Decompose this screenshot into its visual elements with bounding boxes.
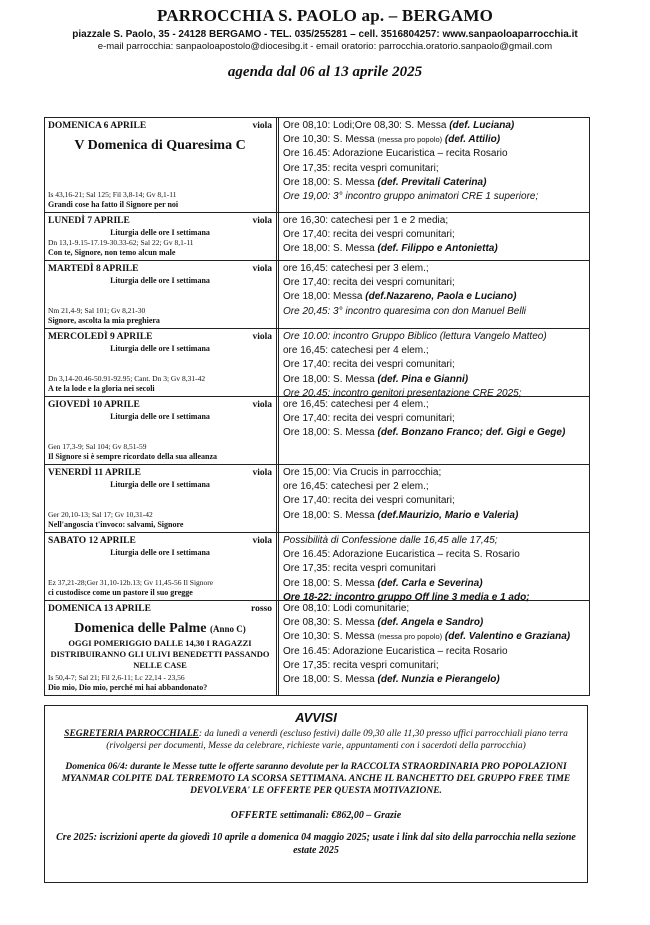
mass-intention: (def. Filippo e Antonietta) [377,243,498,255]
day-events-cell [279,213,589,260]
psalm-response: Dio mio, Dio mio, perché mi hai abbandonato? [48,683,208,692]
day-row [45,329,589,397]
day-name: GIOVEDÌ 10 APRILE [48,400,140,410]
event-line [283,562,589,576]
feast-name: V Domenica di Quaresima C [74,138,246,153]
event-line [283,480,589,494]
offerte-notice: OFFERTE settimanali: €862,00 – Grazie [230,810,402,821]
psalm-response: Signore, ascolta la mia preghiera [48,316,160,325]
day-name: DOMENICA 13 APRILE [48,604,151,614]
day-heading [48,535,272,547]
mass-intention: (def. Valentino e Graziana) [442,631,571,643]
event-note: (messa pro popolo) [377,632,443,642]
liturgy-week: Liturgia delle ore I settimana [110,412,210,421]
event-line [283,330,589,344]
event-line [283,119,589,133]
psalm-response: Grandi cose ha fatto il Signore per noi [48,200,179,209]
day-row [45,118,589,213]
scripture-readings: Is 50,4-7; Sal 21; Fil 2,6-11; Lc 22,14 - 23,56 [48,673,185,682]
event-text: Ore 17,35: recita vespri comunitari; [283,659,439,671]
day-liturgy-cell [45,601,279,695]
liturgical-color: viola [252,536,272,546]
domenica-notice: Domenica 06/4: durante le Messe tutte le offerte saranno devolute per la RACCOLTA STRAORDINARIA PRO POPOLAZIONI MYANMAR COLPITE DAL TERREMOTO LA SCORSA SETTIMANA. ANCHE IL BANCHETTO DEL GRUPPO FREE TIME DEVOLVERA' LE OFFERTE PER QUESTA MOTIVAZIONE. [61,762,571,796]
mass-intention: (def. Bonzano Franco; def. Gigi e Gege) [377,427,566,439]
event-text: Ore 17,40: recita dei vespri comunitari; [283,359,455,371]
parish-title: PARROCCHIA S. PAOLO ap. – BERGAMO [156,6,494,25]
day-row [45,397,589,465]
scripture-readings: Is 43,16-21; Sal 125; Fil 3,8-14; Gv 8,1-11 [48,190,177,199]
day-liturgy-cell [45,261,279,328]
day-name: SABATO 12 APRILE [48,536,136,546]
event-line [283,176,589,190]
day-events-cell [279,261,589,328]
event-text: Ore 10,30: S. Messa [283,134,378,146]
mass-intention: (def. Pina e Gianni) [377,373,469,385]
mass-intention: (def.Nazareno, Paola e Luciano) [365,291,517,303]
event-line [283,673,589,687]
day-liturgy-cell [45,329,279,396]
day-heading [48,263,272,275]
cre-notice: Cre 2025: iscrizioni aperte da giovedì 10 aprile a domenica 04 maggio 2025; usate i link dal sito della parrocchia nella sezione estate 2025 [56,832,576,856]
event-text: Ore 16.45: Adorazione Eucaristica – recita S. Rosario [283,549,520,561]
event-text: ore 16,45: catechesi per 2 elem.; [283,481,429,493]
liturgical-color: viola [252,332,272,342]
event-text: Ore 20,45: incontro genitori presentazione CRE 2025; [283,387,522,399]
event-line [283,534,589,548]
segreteria-notice [45,728,587,752]
liturgical-color: viola [252,216,272,226]
event-text: Ore 19,00: 3° incontro gruppo animatori CRE 1 superiore; [283,191,539,203]
event-line [283,548,589,562]
event-line [283,373,589,387]
day-heading [48,399,272,411]
event-text: Ore 08,30: S. Messa [283,617,378,629]
event-line [283,630,589,644]
event-text: Ore 18,00: S. Messa [283,243,378,255]
day-name: LUNEDÌ 7 APRILE [48,216,130,226]
agenda-table [44,117,590,696]
liturgical-color: rosso [251,604,272,614]
day-events-cell [279,533,589,603]
liturgy-week: Liturgia delle ore I settimana [110,276,210,285]
event-line [283,645,589,659]
day-name: DOMENICA 6 APRILE [48,121,147,131]
day-row [45,533,589,601]
event-text: Ore 08,10: Lodi comunitarie; [283,603,410,614]
mass-intention: (def.Maurizio, Mario e Valeria) [377,509,519,521]
mass-intention: (def. Nunzia e Pierangelo) [377,674,500,686]
event-line [283,616,589,630]
event-text: Ore 17,40: recita dei vespri comunitari; [283,277,455,289]
psalm-response: Con te, Signore, non temo alcun male [48,248,176,257]
scripture-readings: Ez 37,21-28;Ger 31,10-12b.13; Gv 11,45-56 Il Signore [48,578,214,587]
day-liturgy-cell [45,213,279,260]
event-line [283,358,589,372]
event-line [283,276,589,290]
day-events-cell [279,118,589,212]
day-heading [48,215,272,227]
avvisi-box [44,705,588,883]
event-line [283,133,589,147]
day-events-cell [279,329,589,399]
event-text: Ore 08,10: Lodi;Ore 08,30: S. Messa [283,120,450,131]
event-line [283,398,589,412]
day-name: MERCOLEDÌ 9 APRILE [48,332,153,342]
event-line [283,426,589,440]
mass-intention: (def. Angela e Sandro) [377,617,484,629]
day-heading [48,120,272,132]
event-line [283,509,589,523]
feast-name: Domenica delle Palme [74,621,207,636]
page-header [0,0,650,81]
parish-email: e-mail parrocchia: sanpaoloapostolo@diocesibg.it - email oratorio: parrocchia.oratorio.sanpaolo@gmail.com [97,41,553,52]
liturgical-color: viola [252,264,272,274]
event-line [283,577,589,591]
event-text: Ore 17,40: recita dei vespri comunitari; [283,413,455,425]
liturgy-week: Liturgia delle ore I settimana [110,344,210,353]
event-text: Ore 17,35: recita vespri comunitari; [283,162,439,174]
segreteria-text: : da lunedì a venerdì (escluso festivi) dalle 09,30 alle 11,30 presso uffici parrocchiali piano terra (rivolgersi per documenti, Messe da celebrare, richieste varie, appuntamenti con i sacerdoti della parrocchia) [106,729,568,751]
event-line [283,190,589,204]
agenda-title: agenda dal 06 al 13 aprile 2025 [227,64,423,80]
event-line [283,344,589,358]
event-text: Ore 18,00: S. Messa [283,674,378,686]
day-heading [48,467,272,479]
event-text: Ore 16.45: Adorazione Eucaristica – recita Rosario [283,645,508,657]
event-text: Ore 17,35: recita vespri comunitari [283,563,436,575]
day-events-cell [279,465,589,532]
psalm-response: ci custodisce come un pastore il suo gregge [48,588,193,597]
scripture-readings: Dn 13,1-9.15-17.19-30.33-62; Sal 22; Gv 8,1-11 [48,238,194,247]
liturgical-color: viola [252,468,272,478]
event-line [283,305,589,319]
liturgy-week: Liturgia delle ore I settimana [110,480,210,489]
segreteria-label: SEGRETERIA PARROCCHIALE [64,729,199,739]
day-row [45,213,589,261]
scripture-readings: Dn 3,14-20.46-50.91-92.95; Cant. Dn 3; Gv 8,31-42 [48,374,206,383]
event-line [283,228,589,242]
event-line [283,262,589,276]
liturgical-color: viola [252,121,272,131]
parish-address: piazzale S. Paolo, 35 - 24128 BERGAMO - TEL. 035/255281 – cell. 3516804257: www.sanpaoloaparrocchia.it [72,29,578,40]
event-text: Ore 18-22: incontro gruppo Off line 3 media e 1 ado; [283,591,530,603]
event-text: Ore 17,40: recita dei vespri comunitari; [283,229,455,241]
day-liturgy-cell [45,397,279,464]
scripture-readings: Ger 20,10-13; Sal 17; Gv 10,31-42 [48,510,153,519]
liturgy-week: Liturgia delle ore I settimana [110,228,210,237]
day-events-cell [279,397,589,464]
event-text: Ore 18,00: S. Messa [283,176,378,188]
mass-intention: (def. Attilio) [442,134,501,146]
event-line [283,659,589,673]
event-line [283,466,589,480]
psalm-response: Nell'angoscia t'invoco: salvami, Signore [48,520,184,529]
day-row [45,261,589,329]
feast-year: (Anno C) [209,624,246,634]
day-events-cell [279,601,589,695]
event-text: Ore 18,00: S. Messa [283,427,378,439]
event-line [283,147,589,161]
event-text: Ore 18,00: Messa [283,291,366,303]
event-text: Ore 18,00: S. Messa [283,577,378,589]
event-text: ore 16,45: catechesi per 4 elem.; [283,399,429,410]
event-text: Ore 10.00: incontro Gruppo Biblico (lettura Vangelo Matteo) [283,331,547,342]
day-row [45,465,589,533]
event-text: ore 16,45: catechesi per 4 elem.; [283,345,429,357]
event-text: Ore 20,45: 3° incontro quaresima con don Manuel Belli [283,305,527,317]
day-name: MARTEDÌ 8 APRILE [48,264,139,274]
day-heading [48,603,272,615]
day-liturgy-cell [45,533,279,600]
event-text: Ore 10,30: S. Messa [283,631,378,643]
psalm-response: A te la lode e la gloria nei secoli [48,384,155,393]
event-line [283,494,589,508]
event-text: Possibilità di Confessione dalle 16,45 alle 17,45; [283,535,498,546]
day-liturgy-cell [45,465,279,532]
event-line [283,412,589,426]
event-text: Ore 18,00: S. Messa [283,509,378,521]
liturgy-week: Liturgia delle ore I settimana [110,548,210,557]
mass-intention: (def. Luciana) [449,120,515,131]
feast-title [48,620,272,638]
event-text: Ore 18,00: S. Messa [283,373,378,385]
mass-intention: (def. Carla e Severina) [377,577,483,589]
event-line [283,162,589,176]
event-text: ore 16,45: catechesi per 3 elem.; [283,263,429,274]
event-line [283,290,589,304]
day-heading [48,331,272,343]
psalm-response: Il Signore si è sempre ricordato della sua alleanza [48,452,218,461]
day-liturgy-cell [45,118,279,212]
event-line [283,214,589,228]
scripture-readings: Nm 21,4-9; Sal 101; Gv 8,21-30 [48,306,146,315]
day-name: VENERDÌ 11 APRILE [48,468,141,478]
event-text: ore 16,30: catechesi per 1 e 2 media; [283,215,449,226]
scripture-readings: Gen 17,3-9; Sal 104; Gv 8,51-59 [48,442,147,451]
feast-title [48,137,272,155]
liturgical-color: viola [252,400,272,410]
event-text: Ore 15,00: Via Crucis in parrocchia; [283,467,442,478]
avvisi-title: AVVISI [295,710,337,725]
palm-note: OGGI POMERIGGIO DALLE 14,30 I RAGAZZI DISTRIBUIRANNO GLI ULIVI BENEDETTI PASSANDO NELLE CASE [50,638,270,670]
event-text: Ore 16.45: Adorazione Eucaristica – recita Rosario [283,148,508,160]
event-line [283,242,589,256]
event-line [283,602,589,616]
event-note: (messa pro popolo) [377,135,443,145]
day-row [45,601,589,695]
event-text: Ore 17,40: recita dei vespri comunitari; [283,495,455,507]
mass-intention: (def. Previtali Caterina) [377,176,487,188]
